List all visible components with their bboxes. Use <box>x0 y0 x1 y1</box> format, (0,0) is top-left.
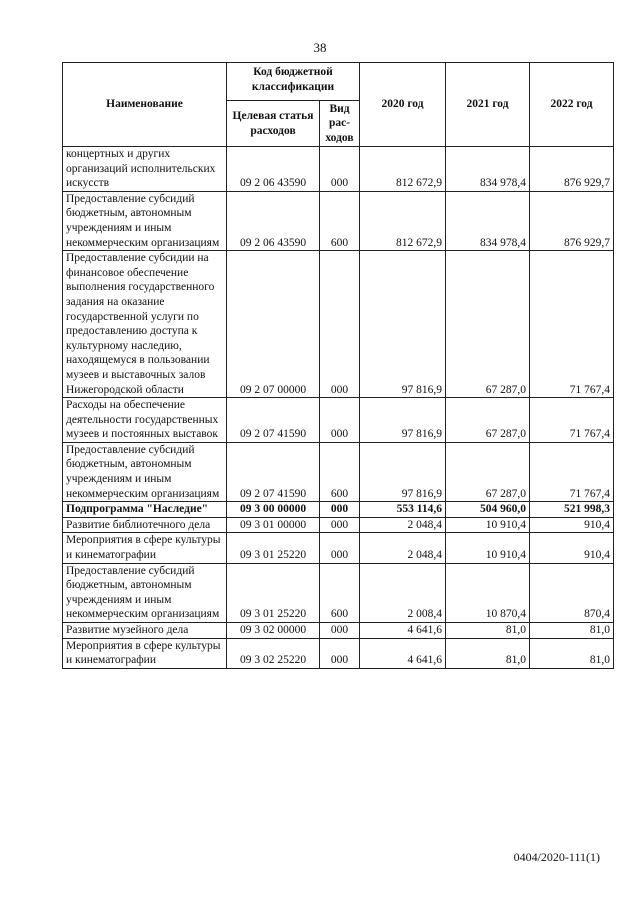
row-expense-type: 000 <box>320 502 360 518</box>
row-name: Предоставление субсидий бюджетным, автономным учреждениям и иным некоммерческим организациям <box>63 191 227 250</box>
row-2020: 4 641,6 <box>360 623 446 639</box>
row-2022: 870,4 <box>530 563 614 622</box>
header-code-group: Код бюджетной классификации <box>227 63 360 101</box>
row-expense-type: 600 <box>320 563 360 622</box>
row-2021: 67 287,0 <box>446 251 530 398</box>
row-2021: 834 978,4 <box>446 147 530 192</box>
row-2020: 97 816,9 <box>360 442 446 501</box>
table-row <box>63 147 614 192</box>
row-name: Предоставление субсидии на финансовое обеспечение выполнения государственного задания на оказание государственной услуги по предоставлению доступа к культурному наследию, находящемуся в пользовании музеев и выставочных залов Нижегородской области <box>63 251 227 398</box>
row-target-article: 09 3 02 00000 <box>227 623 320 639</box>
row-2021: 10 910,4 <box>446 533 530 563</box>
row-2020: 2 048,4 <box>360 517 446 533</box>
row-expense-type: 600 <box>320 442 360 501</box>
header-2020: 2020 год <box>360 63 446 147</box>
row-expense-type: 000 <box>320 638 360 668</box>
row-2022: 71 767,4 <box>530 398 614 443</box>
header-2021: 2021 год <box>446 63 530 147</box>
row-2021: 81,0 <box>446 623 530 639</box>
table-row <box>63 251 614 398</box>
table-row <box>63 533 614 563</box>
header-2022: 2022 год <box>530 63 614 147</box>
page-number: 38 <box>313 40 327 55</box>
row-2021: 67 287,0 <box>446 398 530 443</box>
row-expense-type: 000 <box>320 517 360 533</box>
row-2021: 67 287,0 <box>446 442 530 501</box>
row-2021: 10 910,4 <box>446 517 530 533</box>
row-target-article: 09 2 06 43590 <box>227 147 320 192</box>
row-expense-type: 600 <box>320 191 360 250</box>
row-2022: 81,0 <box>530 638 614 668</box>
table-row <box>63 191 614 250</box>
row-2020: 2 008,4 <box>360 563 446 622</box>
row-2021: 504 960,0 <box>446 502 530 518</box>
table-row <box>63 563 614 622</box>
row-target-article: 09 2 06 43590 <box>227 191 320 250</box>
row-name: Расходы на обеспечение деятельности государственных музеев и постоянных выставок <box>63 398 227 443</box>
row-name: Предоставление субсидий бюджетным, автономным учреждениям и иным некоммерческим организациям <box>63 442 227 501</box>
row-name: Мероприятия в сфере культуры и кинематографии <box>63 638 227 668</box>
row-2021: 834 978,4 <box>446 191 530 250</box>
row-target-article: 09 2 07 41590 <box>227 442 320 501</box>
header-target-article: Целевая статья расходов <box>227 101 320 147</box>
row-2020: 4 641,6 <box>360 638 446 668</box>
row-2022: 876 929,7 <box>530 191 614 250</box>
document-code: 0404/2020-111(1) <box>513 850 600 864</box>
table-row <box>63 442 614 501</box>
row-2022: 71 767,4 <box>530 442 614 501</box>
header-expense-type: Вид рас-ходов <box>320 101 360 147</box>
row-target-article: 09 3 01 25220 <box>227 563 320 622</box>
row-2020: 2 048,4 <box>360 533 446 563</box>
table-row <box>63 638 614 668</box>
table-row <box>63 517 614 533</box>
row-expense-type: 000 <box>320 623 360 639</box>
row-expense-type: 000 <box>320 147 360 192</box>
row-2022: 876 929,7 <box>530 147 614 192</box>
table-row <box>63 502 614 518</box>
budget-table <box>62 62 614 669</box>
row-expense-type: 000 <box>320 398 360 443</box>
row-target-article: 09 2 07 41590 <box>227 398 320 443</box>
row-target-article: 09 3 02 25220 <box>227 638 320 668</box>
row-name: Развитие библиотечного дела <box>63 517 227 533</box>
row-2022: 521 998,3 <box>530 502 614 518</box>
row-2022: 910,4 <box>530 533 614 563</box>
row-2020: 97 816,9 <box>360 398 446 443</box>
row-target-article: 09 3 01 00000 <box>227 517 320 533</box>
row-target-article: 09 3 00 00000 <box>227 502 320 518</box>
row-2020: 812 672,9 <box>360 147 446 192</box>
row-expense-type: 000 <box>320 251 360 398</box>
row-2022: 910,4 <box>530 517 614 533</box>
header-name: Наименование <box>63 63 227 147</box>
row-target-article: 09 3 01 25220 <box>227 533 320 563</box>
row-name: Подпрограмма "Наследие" <box>63 502 227 518</box>
row-target-article: 09 2 07 00000 <box>227 251 320 398</box>
table-row <box>63 623 614 639</box>
row-name: концертных и других организаций исполнительских искусств <box>63 147 227 192</box>
row-2021: 10 870,4 <box>446 563 530 622</box>
row-2020: 97 816,9 <box>360 251 446 398</box>
row-2022: 71 767,4 <box>530 251 614 398</box>
row-name: Развитие музейного дела <box>63 623 227 639</box>
row-2020: 812 672,9 <box>360 191 446 250</box>
row-2022: 81,0 <box>530 623 614 639</box>
row-name: Предоставление субсидий бюджетным, автономным учреждениям и иным некоммерческим организациям <box>63 563 227 622</box>
row-expense-type: 000 <box>320 533 360 563</box>
table-row <box>63 398 614 443</box>
row-2021: 81,0 <box>446 638 530 668</box>
row-name: Мероприятия в сфере культуры и кинематографии <box>63 533 227 563</box>
row-2020: 553 114,6 <box>360 502 446 518</box>
